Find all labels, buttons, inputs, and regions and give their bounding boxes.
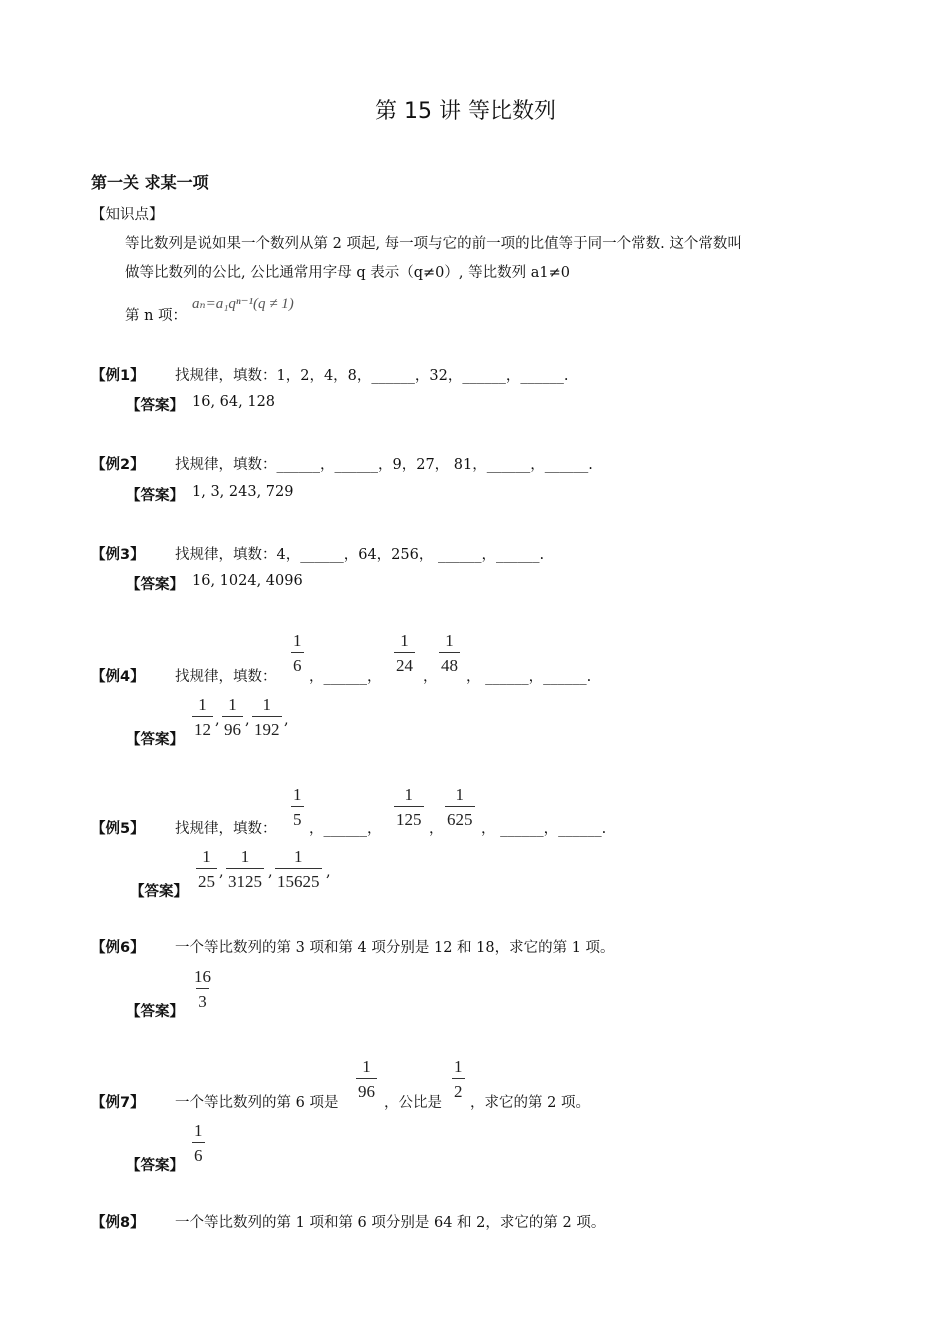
- nth-term-formula: aₙ=a₁qⁿ⁻¹(q ≠ 1): [192, 296, 294, 312]
- example-4-answer-fraction-2: $\frac{1}{96}$: [224, 695, 241, 739]
- example-5-answer-fraction-2: $\frac{1}{3125}$: [228, 847, 262, 891]
- example-4-answer-comma-2: ,: [245, 712, 250, 728]
- example-3-answer-label: 【答案】: [126, 577, 184, 593]
- example-5-fraction-3: $\frac{1}{625}$: [447, 785, 473, 829]
- example-2-text: 找规律，填数：______，______，9，27， 81，______，______.: [175, 457, 593, 473]
- example-4-fraction-3: $\frac{1}{48}$: [441, 631, 458, 675]
- example-7-answer-label: 【答案】: [126, 1158, 184, 1174]
- example-6-text: 一个等比数列的第 3 项和第 4 项分别是 12 和 18，求它的第 1 项。: [175, 940, 615, 956]
- example-4-answer-comma-3: ,: [284, 712, 289, 728]
- example-4-fraction-1: $\frac{1}{6}$: [293, 631, 302, 675]
- example-5-answer-comma-2: ,: [268, 864, 273, 880]
- example-5-answer-comma-3: ,: [326, 864, 331, 880]
- example-1-label: 【例1】: [91, 368, 145, 384]
- example-4-prefix: 找规律，填数：: [175, 669, 277, 685]
- example-4-blank-1: ，______，: [309, 669, 382, 685]
- example-7-fraction-b: $\frac{1}{2}$: [454, 1057, 463, 1101]
- example-7-text-a: 一个等比数列的第 6 项是: [175, 1095, 339, 1111]
- example-4-answer-fraction-1: $\frac{1}{12}$: [194, 695, 211, 739]
- example-2-label: 【例2】: [91, 457, 145, 473]
- example-5-fraction-1: $\frac{1}{5}$: [293, 785, 302, 829]
- example-6-label: 【例6】: [91, 940, 145, 956]
- example-4-answer-fraction-3: $\frac{1}{192}$: [254, 695, 280, 739]
- example-4-tail: ， ______，______.: [466, 669, 592, 685]
- example-4-sep: ，: [423, 669, 438, 685]
- page-title: 第 15 讲 等比数列: [375, 99, 556, 124]
- example-1-answer-label: 【答案】: [126, 398, 184, 414]
- example-3-text: 找规律，填数：4，______，64，256， ______，______.: [175, 547, 545, 563]
- example-5-answer-fraction-3: $\frac{1}{15625}$: [277, 847, 320, 891]
- example-7-answer-fraction: $\frac{1}{6}$: [194, 1121, 203, 1165]
- nth-term-label: 第 n 项：: [125, 308, 188, 324]
- knowledge-label: 【知识点】: [91, 207, 164, 223]
- example-5-prefix: 找规律，填数：: [175, 821, 277, 837]
- example-5-sep: ，: [429, 821, 444, 837]
- example-5-fraction-2: $\frac{1}{125}$: [396, 785, 422, 829]
- example-8-label: 【例8】: [91, 1215, 145, 1231]
- example-2-answer-label: 【答案】: [126, 488, 184, 504]
- example-6-answer-label: 【答案】: [126, 1004, 184, 1020]
- knowledge-line-2: 做等比数列的公比, 公比通常用字母 q 表示（q≠0）, 等比数列 a1≠0: [125, 265, 570, 281]
- example-5-label: 【例5】: [91, 821, 145, 837]
- example-4-answer-comma-1: ,: [215, 712, 220, 728]
- example-5-answer-comma-1: ,: [219, 864, 224, 880]
- example-4-fraction-2: $\frac{1}{24}$: [396, 631, 413, 675]
- example-8-text: 一个等比数列的第 1 项和第 6 项分别是 64 和 2，求它的第 2 项。: [175, 1215, 606, 1231]
- example-5-answer-label: 【答案】: [130, 884, 188, 900]
- example-1-answer: 16, 64, 128: [192, 394, 276, 410]
- example-1-text: 找规律，填数：1，2，4，8，______，32，______，______.: [175, 368, 569, 384]
- example-7-text-c: ，求它的第 2 项。: [470, 1095, 590, 1111]
- example-7-label: 【例7】: [91, 1095, 145, 1111]
- example-7-text-b: ，公比是: [384, 1095, 442, 1111]
- example-7-fraction-a: $\frac{1}{96}$: [358, 1057, 375, 1101]
- example-3-answer: 16, 1024, 4096: [192, 573, 303, 589]
- example-5-blank-1: ，______，: [309, 821, 382, 837]
- section-heading: 第一关 求某一项: [91, 173, 209, 192]
- example-3-label: 【例3】: [91, 547, 145, 563]
- knowledge-line-1: 等比数列是说如果一个数列从第 2 项起, 每一项与它的前一项的比值等于同一个常数. 这个常数叫: [125, 236, 742, 252]
- example-2-answer: 1, 3, 243, 729: [192, 484, 294, 500]
- example-5-tail: ， ______，______.: [481, 821, 607, 837]
- example-5-answer-fraction-1: $\frac{1}{25}$: [198, 847, 215, 891]
- example-4-answer-label: 【答案】: [126, 732, 184, 748]
- example-6-answer-fraction: $\frac{16}{3}$: [194, 967, 211, 1011]
- example-4-label: 【例4】: [91, 669, 145, 685]
